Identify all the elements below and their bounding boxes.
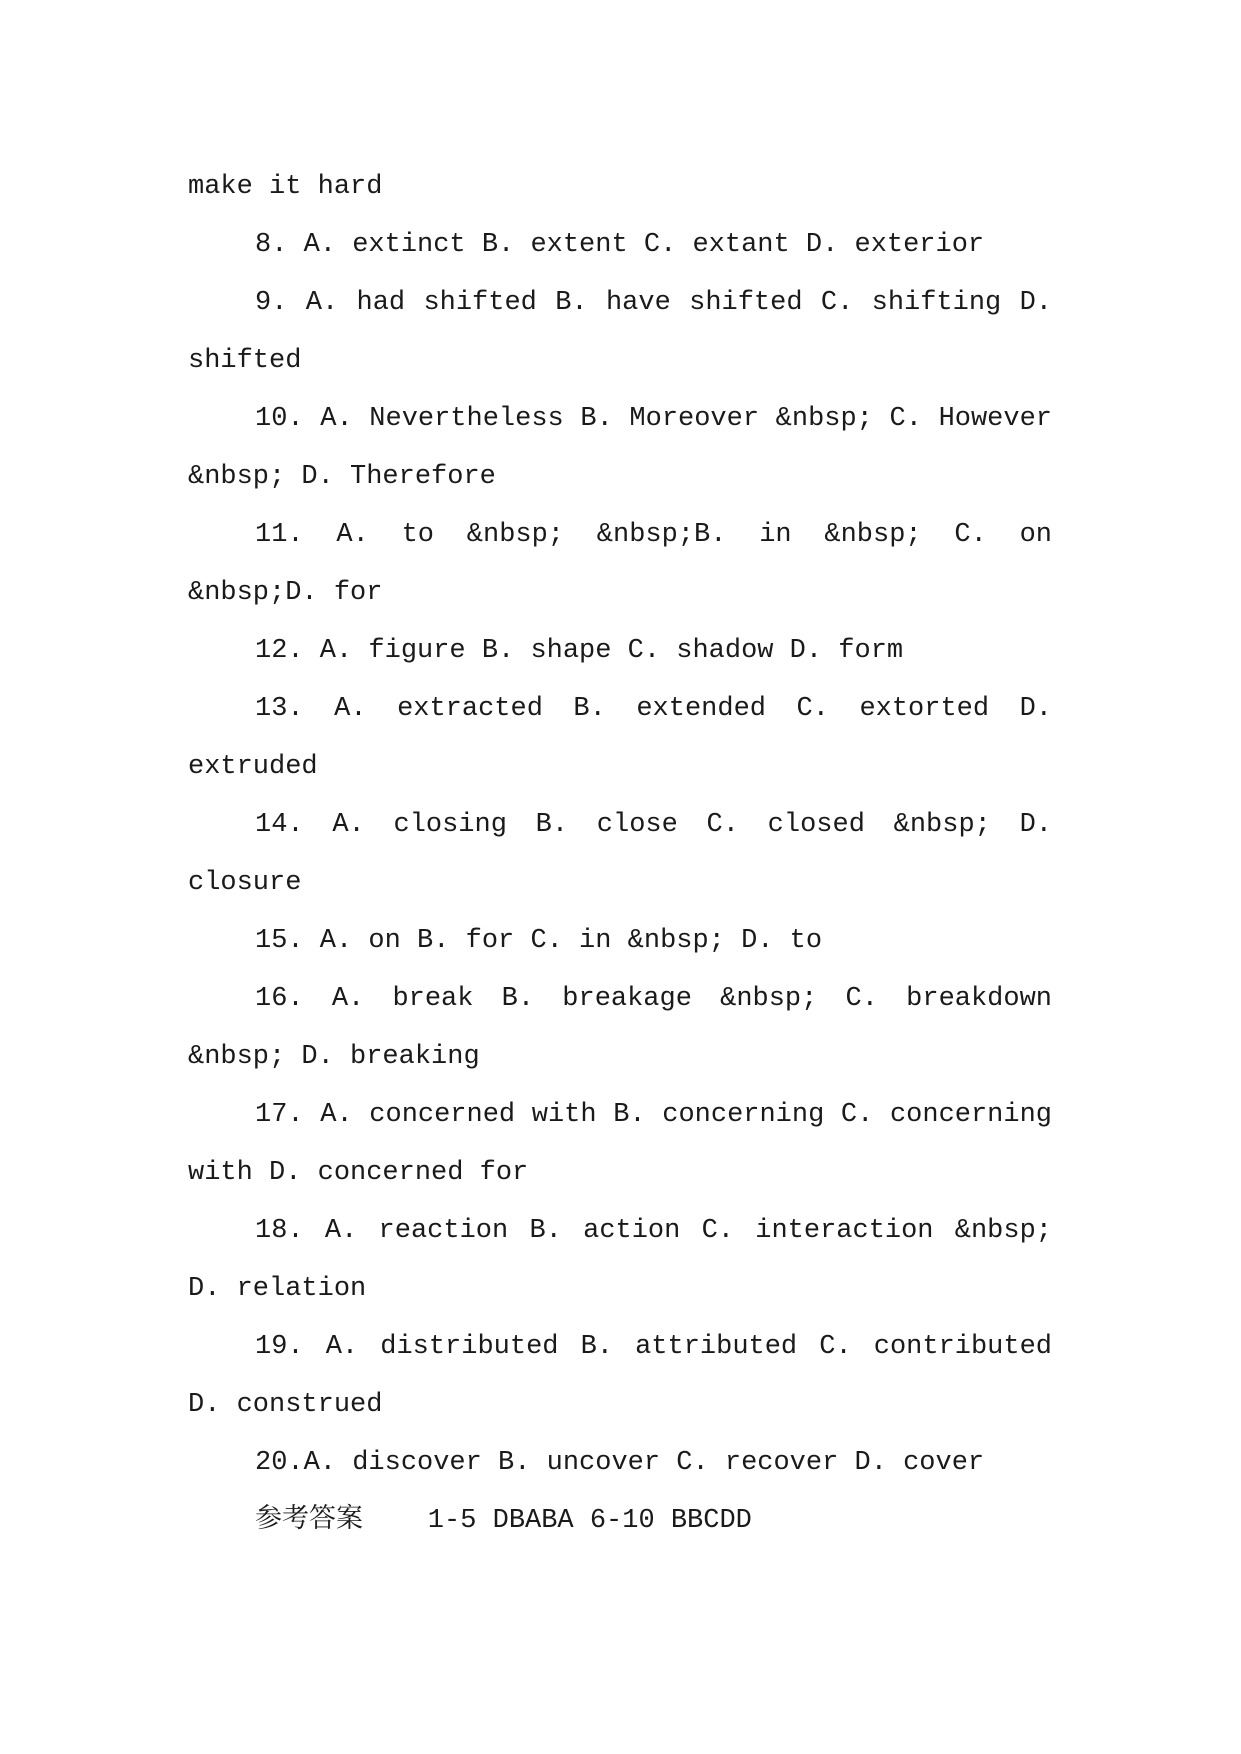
answer-key: 参考答案 1-5 DBABA 6-10 BBCDD bbox=[255, 1506, 752, 1536]
question-18: 18. A. reaction B. action C. interaction &nbsp; D. relation bbox=[188, 1216, 1052, 1304]
question-17: 17. A. concerned with B. concerning C. concerning with D. concerned for bbox=[188, 1100, 1052, 1188]
question-15: 15. A. on B. for C. in &nbsp; D. to bbox=[255, 926, 823, 956]
question-20: 20.A. discover B. uncover C. recover D. cover bbox=[255, 1448, 985, 1478]
question-11: 11. A. to &nbsp; &nbsp;B. in &nbsp; C. on &nbsp;D. for bbox=[188, 520, 1052, 608]
question-9: 9. A. had shifted B. have shifted C. shifting D. shifted bbox=[188, 288, 1052, 376]
continuation-text: make it hard bbox=[188, 172, 383, 202]
question-14: 14. A. closing B. close C. closed &nbsp; D. closure bbox=[188, 810, 1052, 898]
question-13: 13. A. extracted B. extended C. extorted D. extruded bbox=[188, 694, 1052, 782]
document-body bbox=[188, 158, 1052, 1550]
question-10: 10. A. Nevertheless B. Moreover &nbsp; C. However &nbsp; D. Therefore bbox=[188, 404, 1052, 492]
question-8: 8. A. extinct B. extent C. extant D. exterior bbox=[255, 230, 985, 260]
question-12: 12. A. figure B. shape C. shadow D. form bbox=[255, 636, 904, 666]
question-19: 19. A. distributed B. attributed C. contributed D. construed bbox=[188, 1332, 1052, 1420]
question-16: 16. A. break B. breakage &nbsp; C. breakdown &nbsp; D. breaking bbox=[188, 984, 1052, 1072]
